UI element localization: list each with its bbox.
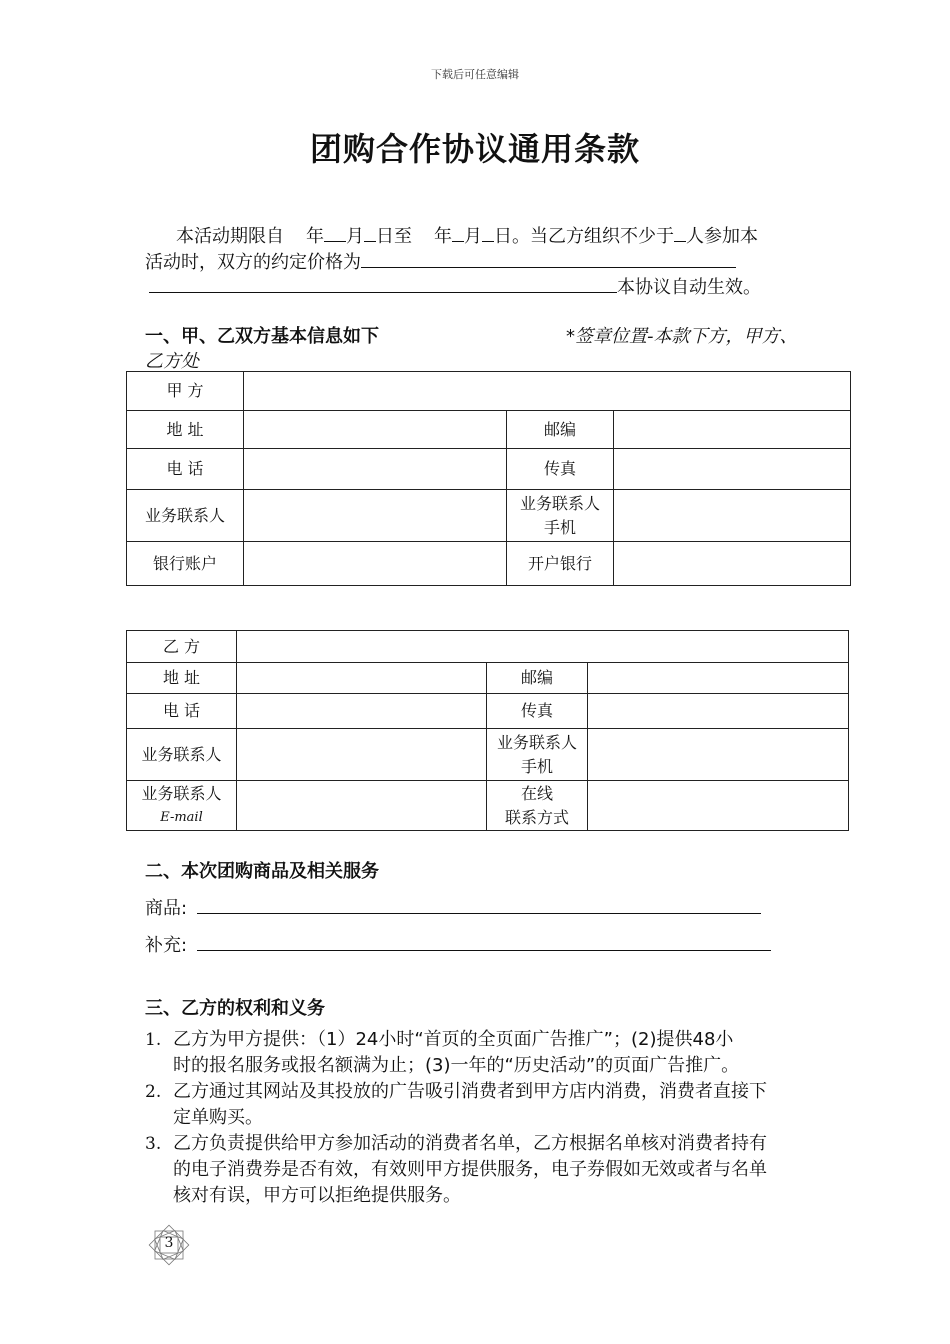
party-b-phone-label: 电 话 <box>127 694 237 729</box>
party-b-contact-email-field[interactable] <box>237 781 487 831</box>
party-a-phone-field[interactable] <box>244 449 507 490</box>
party-a-name-field[interactable] <box>244 372 851 411</box>
party-b-contact-mobile-label: 业务联系人 手机 <box>487 729 588 781</box>
header-note: 下载后可任意编辑 <box>431 68 519 81</box>
list-item: 1. 乙方为甲方提供：（1）24小时“首页的全页面广告推广”；(2)提供48小 时的报名服务或报名额满为止；(3)一年的“历史活动”的页面广告推广。 <box>145 1029 740 1076</box>
section-2-heading: 二、本次团购商品及相关服务 <box>145 861 379 882</box>
party-a-bank-account-field[interactable] <box>244 542 507 586</box>
party-a-contact-field[interactable] <box>244 490 507 542</box>
supplement-row <box>145 932 771 959</box>
party-b-postcode-label: 邮编 <box>487 663 588 694</box>
party-b-name-field[interactable] <box>237 631 849 663</box>
section-1-heading: 一、甲、乙双方基本信息如下 <box>145 326 379 347</box>
party-a-fax-label: 传真 <box>507 449 614 490</box>
party-b-address-label: 地 址 <box>127 663 237 694</box>
product-row <box>145 895 761 922</box>
party-a-bank-field[interactable] <box>614 542 851 586</box>
party-b-online-label: 在线 联系方式 <box>487 781 588 831</box>
signature-note-wrap: 乙方处 <box>145 351 199 372</box>
signature-note: *签章位置-本款下方，甲方、 <box>566 326 798 347</box>
party-b-postcode-field[interactable] <box>588 663 849 694</box>
party-a-label: 甲 方 <box>127 372 244 411</box>
party-a-bank-account-label: 银行账户 <box>127 542 244 586</box>
page-number-badge <box>146 1222 192 1268</box>
party-a-contact-mobile-label: 业务联系人 手机 <box>507 490 614 542</box>
price-blank-continued[interactable] <box>149 273 617 293</box>
party-a-postcode-field[interactable] <box>614 411 851 449</box>
party-b-address-field[interactable] <box>237 663 487 694</box>
product-label: 商品: <box>145 898 188 919</box>
intro-line-3: 本协议自动生效。 <box>149 273 761 301</box>
party-a-address-field[interactable] <box>244 411 507 449</box>
party-a-phone-label: 电 话 <box>127 449 244 490</box>
product-field[interactable] <box>197 895 761 914</box>
list-item: 3. 乙方负责提供给甲方参加活动的消费者名单，乙方根据名单核对消费者持有 的电子消费券是否有效，有效则甲方提供服务，电子券假如无效或者与名单 核对有误，甲方可以拒绝提供服务。 <box>145 1133 767 1206</box>
supplement-label: 补充: <box>145 935 188 956</box>
obligations-list <box>145 1027 825 1209</box>
party-a-table <box>126 371 851 586</box>
party-a-contact-label: 业务联系人 <box>127 490 244 542</box>
supplement-field[interactable] <box>197 932 771 951</box>
party-b-online-field[interactable] <box>588 781 849 831</box>
party-b-contact-mobile-field[interactable] <box>588 729 849 781</box>
party-b-label: 乙 方 <box>127 631 237 663</box>
intro-line-2: 活动时，双方的约定价格为 <box>145 248 736 276</box>
party-b-contact-label: 业务联系人 <box>127 729 237 781</box>
party-b-table <box>126 630 849 831</box>
party-a-postcode-label: 邮编 <box>507 411 614 449</box>
page-number: 3 <box>164 1235 174 1251</box>
intro-line-1: 本活动期限自 年 月 日至 年 月 日。当乙方组织不少于 人参加本 <box>176 222 758 250</box>
price-blank[interactable] <box>361 248 736 268</box>
party-b-phone-field[interactable] <box>237 694 487 729</box>
party-b-fax-label: 传真 <box>487 694 588 729</box>
party-b-fax-field[interactable] <box>588 694 849 729</box>
party-a-bank-label: 开户银行 <box>507 542 614 586</box>
list-item: 2. 乙方通过其网站及其投放的广告吸引消费者到甲方店内消费，消费者直接下 定单购买。 <box>145 1081 767 1128</box>
party-a-fax-field[interactable] <box>614 449 851 490</box>
section-3-heading: 三、乙方的权利和义务 <box>145 998 325 1019</box>
party-b-contact-field[interactable] <box>237 729 487 781</box>
party-a-address-label: 地 址 <box>127 411 244 449</box>
party-a-contact-mobile-field[interactable] <box>614 490 851 542</box>
document-title: 团购合作协议通用条款 <box>309 130 640 168</box>
party-b-contact-email-label: 业务联系人 E-mail <box>127 781 237 831</box>
